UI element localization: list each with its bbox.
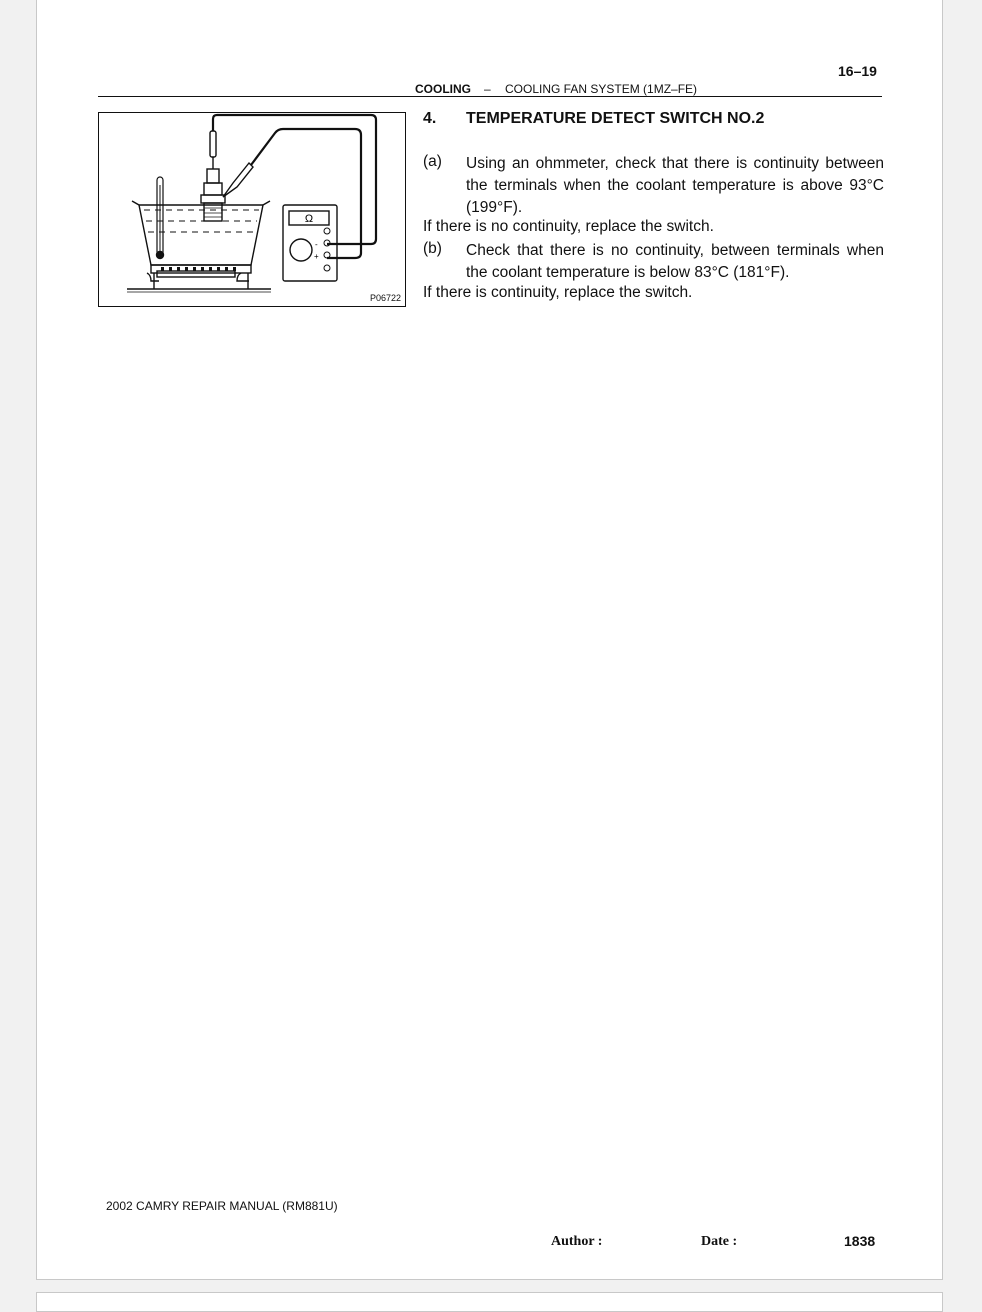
item-label-b: (b) (423, 240, 442, 257)
section-title: COOLING (415, 82, 471, 96)
header-rule (98, 96, 882, 97)
step-title: TEMPERATURE DETECT SWITCH NO.2 (466, 110, 765, 127)
item-text-b: Check that there is no continuity, between terminals when the coolant temperature is below 83°C (181°F). (466, 242, 884, 281)
subsection-title: COOLING FAN SYSTEM (1MZ–FE) (505, 82, 698, 96)
meter-symbol: Ω (304, 213, 314, 225)
step-number: 4. (423, 110, 437, 127)
item-label-a: (a) (423, 153, 442, 170)
ohmmeter-test-diagram (99, 113, 405, 306)
item-text-a: Using an ohmmeter, check that there is continuity between the terminals when the coolant temperature is above 93°C (199°F). (466, 155, 884, 216)
footer-page-number: 1838 (844, 1233, 876, 1249)
manual-title: 2002 CAMRY REPAIR MANUAL (RM881U) (106, 1199, 338, 1213)
svg-text:+: + (314, 252, 319, 261)
svg-text:-: - (315, 240, 318, 249)
test-lead-2 (251, 129, 361, 258)
date-label: Date : (701, 1234, 738, 1249)
test-illustration (98, 112, 406, 307)
temperature-switch (207, 169, 219, 183)
page-number: 16–19 (838, 63, 877, 79)
author-label: Author : (551, 1234, 603, 1249)
manual-page (36, 0, 943, 1280)
figure-code: P06722 (369, 293, 401, 303)
water-container (132, 201, 270, 265)
next-page-edge (36, 1292, 943, 1312)
item-note-a: If there is no continuity, replace the switch. (423, 218, 714, 235)
header-separator: – (484, 82, 491, 96)
item-note-b: If there is continuity, replace the switch. (423, 284, 693, 301)
